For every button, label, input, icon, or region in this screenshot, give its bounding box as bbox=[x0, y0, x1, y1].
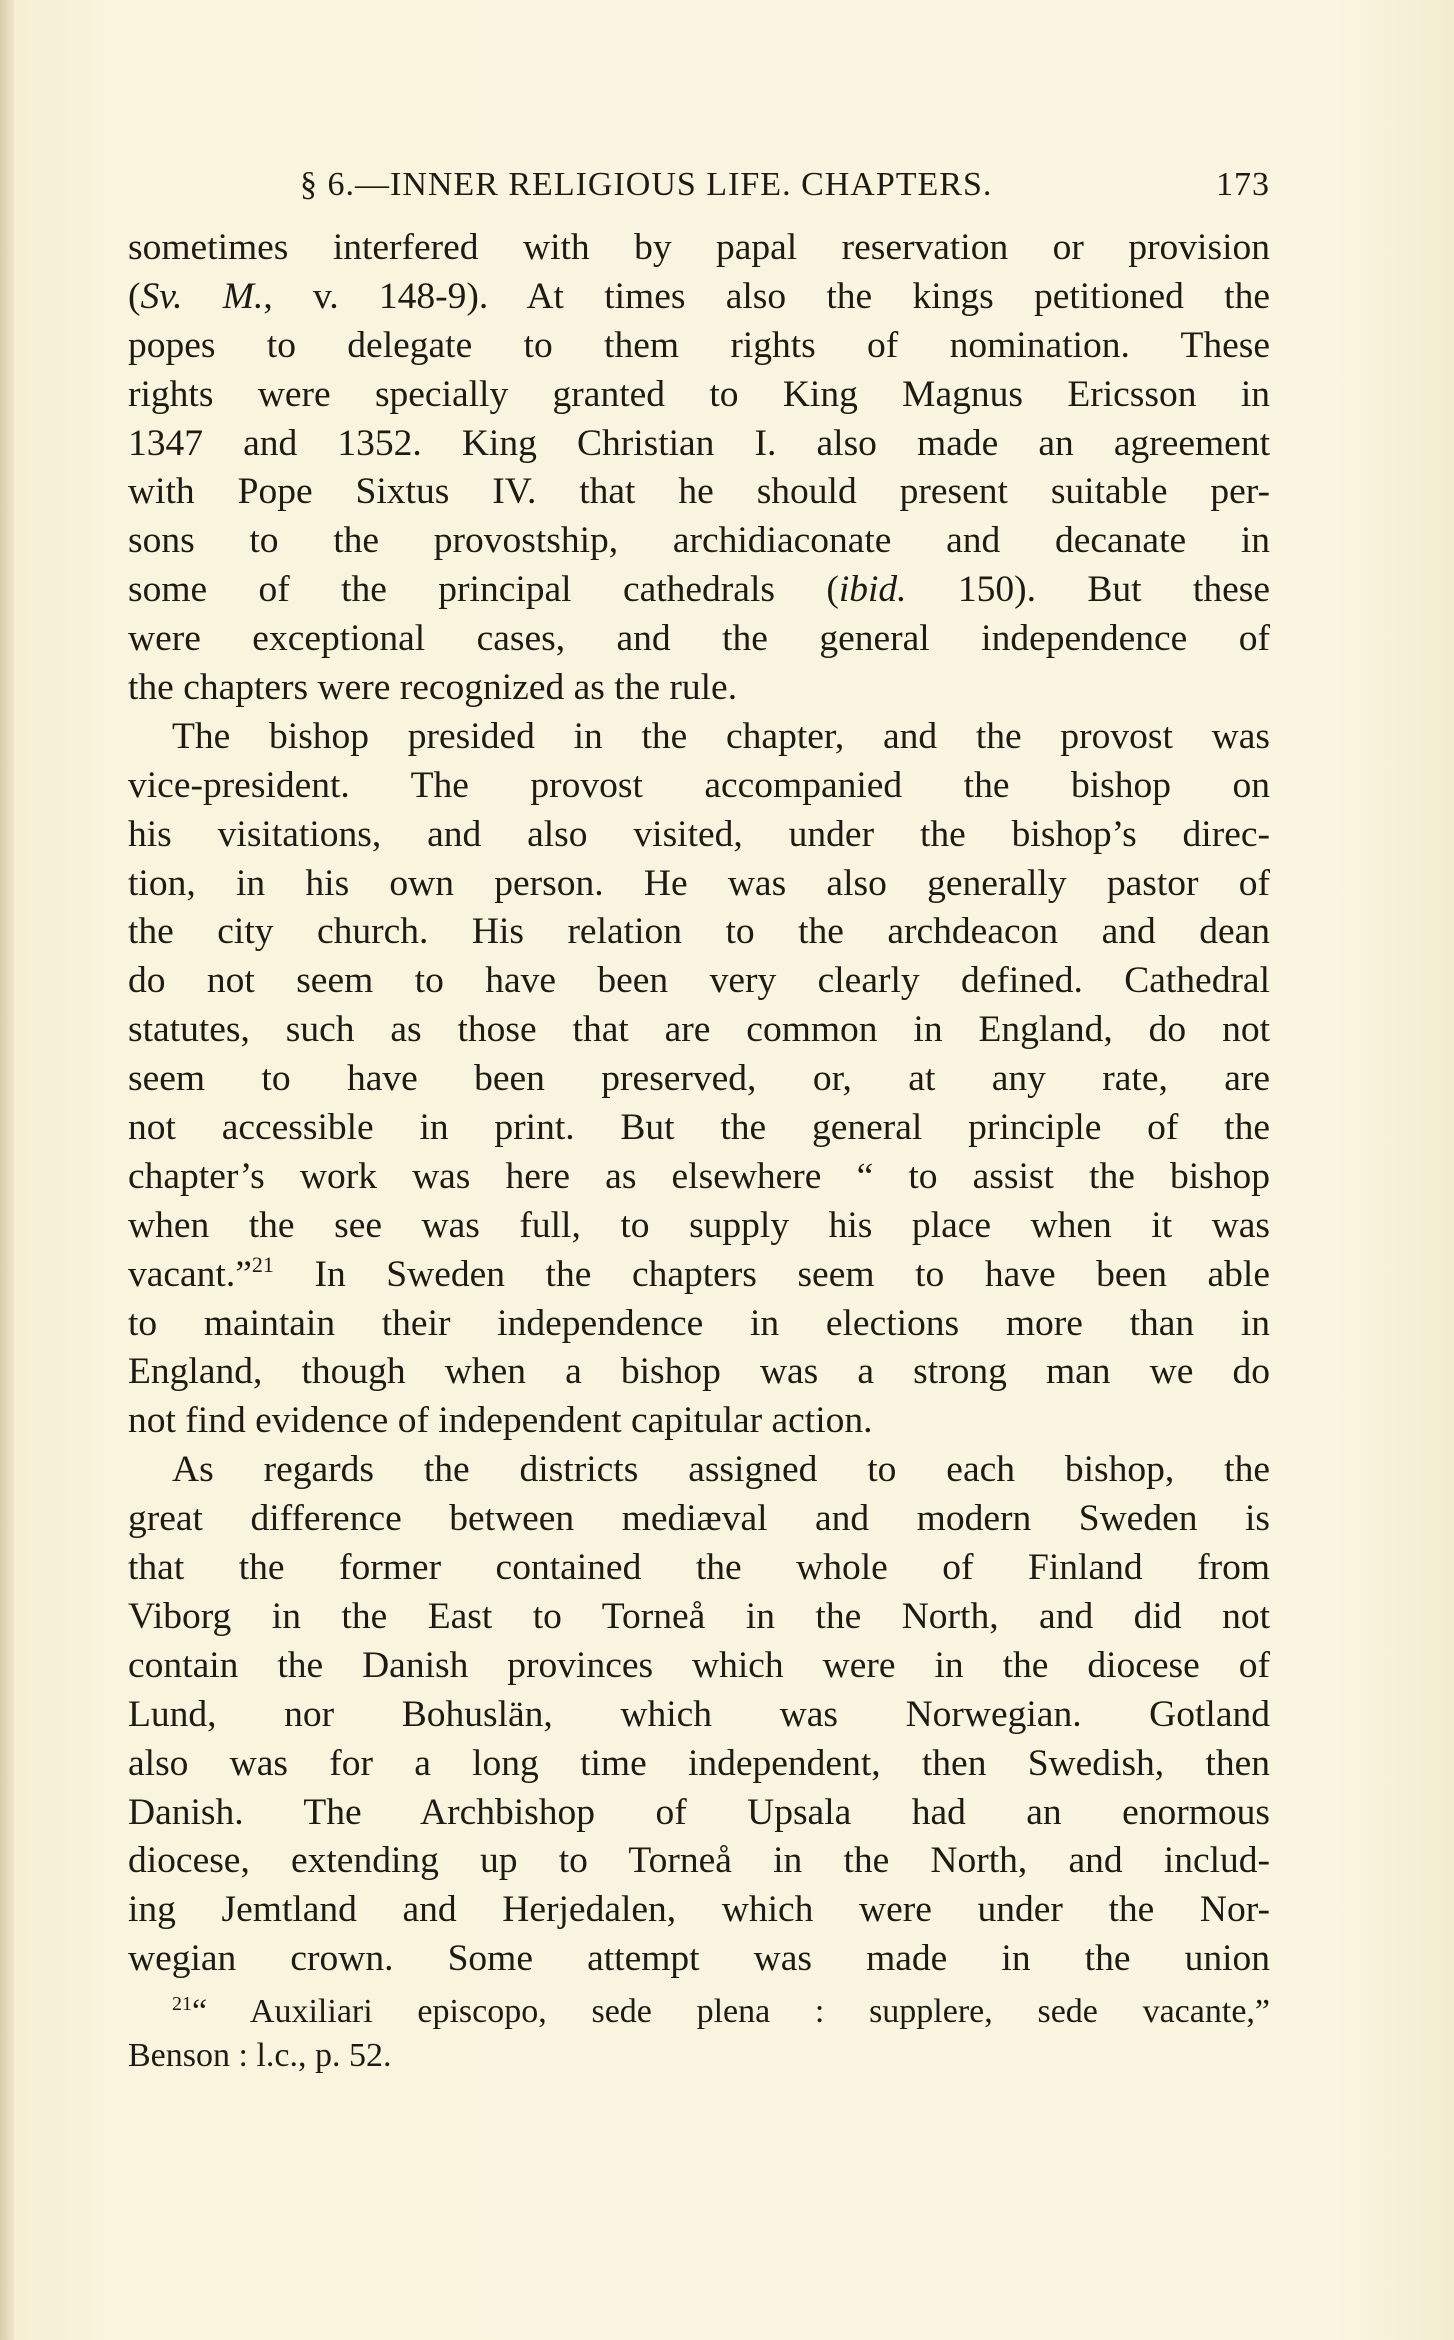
text-line bbox=[128, 566, 1270, 615]
running-head-title: § 6.—INNER RELIGIOUS LIFE. CHAPTERS. bbox=[300, 166, 993, 203]
text-line: not accessible in print. But the general principle of the bbox=[128, 1107, 1270, 1149]
text-line: (Sv. M., v. 148-9). At times also the kings petitioned the bbox=[128, 275, 1270, 317]
text-line: not find evidence of independent capitular action. bbox=[128, 1400, 873, 1442]
text-line: tion, in his own person. He was also generally pastor of bbox=[128, 862, 1270, 904]
text-line: vice-president. The provost accompanied the bishop on bbox=[128, 764, 1270, 806]
text-line: England, though when a bishop was a strong man we do bbox=[128, 1351, 1270, 1393]
footnote-reference: 21 bbox=[251, 1251, 274, 1277]
citation-sv-m: Sv. M. bbox=[140, 275, 264, 317]
footnote-line bbox=[128, 1990, 1270, 2034]
text-line: his visitations, and also visited, under the bishop’s direc- bbox=[128, 813, 1270, 855]
text-line: to maintain their independence in elections more than in bbox=[128, 1302, 1270, 1344]
text-fragment: , v. 148-9). At times also the kings petitioned the bbox=[263, 275, 1270, 317]
text-line bbox=[128, 1251, 1270, 1300]
page-gutter-shadow bbox=[0, 0, 14, 2340]
text-line: that the former contained the whole of Finland from bbox=[128, 1547, 1270, 1589]
footnote-marker: 21 bbox=[172, 1993, 192, 2015]
text-line: rights were specially granted to King Magnus Ericsson in bbox=[128, 373, 1270, 415]
text-line: sons to the provostship, archidiaconate and decanate in bbox=[128, 520, 1270, 562]
text-line: were exceptional cases, and the general independence of bbox=[128, 618, 1270, 660]
text-line: Viborg in the East to Torneå in the North, and did not bbox=[128, 1595, 1270, 1637]
text-line: chapter’s work was here as elsewhere “ to assist the bishop bbox=[128, 1155, 1270, 1197]
footnote-text: “ Auxiliari episcopo, sede plena : supplere, sede vacante,” bbox=[192, 1993, 1270, 2030]
text-line: sometimes interfered with by papal reservation or provision bbox=[128, 227, 1270, 268]
text-line: ing Jemtland and Herjedalen, which were under the Nor- bbox=[128, 1889, 1270, 1931]
text-line: Lund, nor Bohuslän, which was Norwegian. Gotland bbox=[128, 1693, 1270, 1735]
text-fragment: vacant.” bbox=[128, 1253, 252, 1295]
text-line: popes to delegate to them rights of nomination. These bbox=[128, 324, 1270, 366]
text-line: wegian crown. Some attempt was made in the union bbox=[128, 1938, 1270, 1980]
text-line: The bishop presided in the chapter, and the provost was bbox=[172, 715, 1270, 757]
text-line: seem to have been preserved, or, at any rate, are bbox=[128, 1058, 1270, 1100]
page-number: 173 bbox=[1216, 166, 1270, 203]
text-fragment: 150). But these bbox=[906, 569, 1270, 611]
text-line: the chapters were recognized as the rule. bbox=[128, 667, 738, 709]
text-line: As regards the districts assigned to each bishop, the bbox=[172, 1449, 1270, 1491]
footnote-line: Benson : l.c., p. 52. bbox=[128, 2037, 392, 2074]
text-line: great difference between mediæval and modern Sweden is bbox=[128, 1498, 1270, 1540]
citation-ibid: ibid. bbox=[838, 569, 907, 611]
text-line: contain the Danish provinces which were in the diocese of bbox=[128, 1644, 1270, 1686]
text-line: statutes, such as those that are common in England, do not bbox=[128, 1009, 1270, 1051]
body-text bbox=[128, 224, 1270, 1984]
text-line: do not seem to have been very clearly defined. Cathedral bbox=[128, 960, 1270, 1002]
text-line: also was for a long time independent, then Swedish, then bbox=[128, 1742, 1270, 1784]
text-line: 1347 and 1352. King Christian I. also made an agreement bbox=[128, 422, 1270, 464]
text-line: with Pope Sixtus IV. that he should present suitable per- bbox=[128, 471, 1270, 513]
text-line: Danish. The Archbishop of Upsala had an enormous bbox=[128, 1791, 1270, 1833]
text-fragment: some of the principal cathedrals ( bbox=[128, 569, 839, 611]
text-line: the city church. His relation to the archdeacon and dean bbox=[128, 911, 1270, 953]
text-line: diocese, extending up to Torneå in the North, and includ- bbox=[128, 1840, 1270, 1882]
text-line: when the see was full, to supply his place when it was bbox=[128, 1204, 1270, 1246]
running-head bbox=[300, 166, 1270, 216]
text-fragment: In Sweden the chapters seem to have been able bbox=[314, 1253, 1270, 1295]
footnote bbox=[128, 1990, 1270, 2078]
